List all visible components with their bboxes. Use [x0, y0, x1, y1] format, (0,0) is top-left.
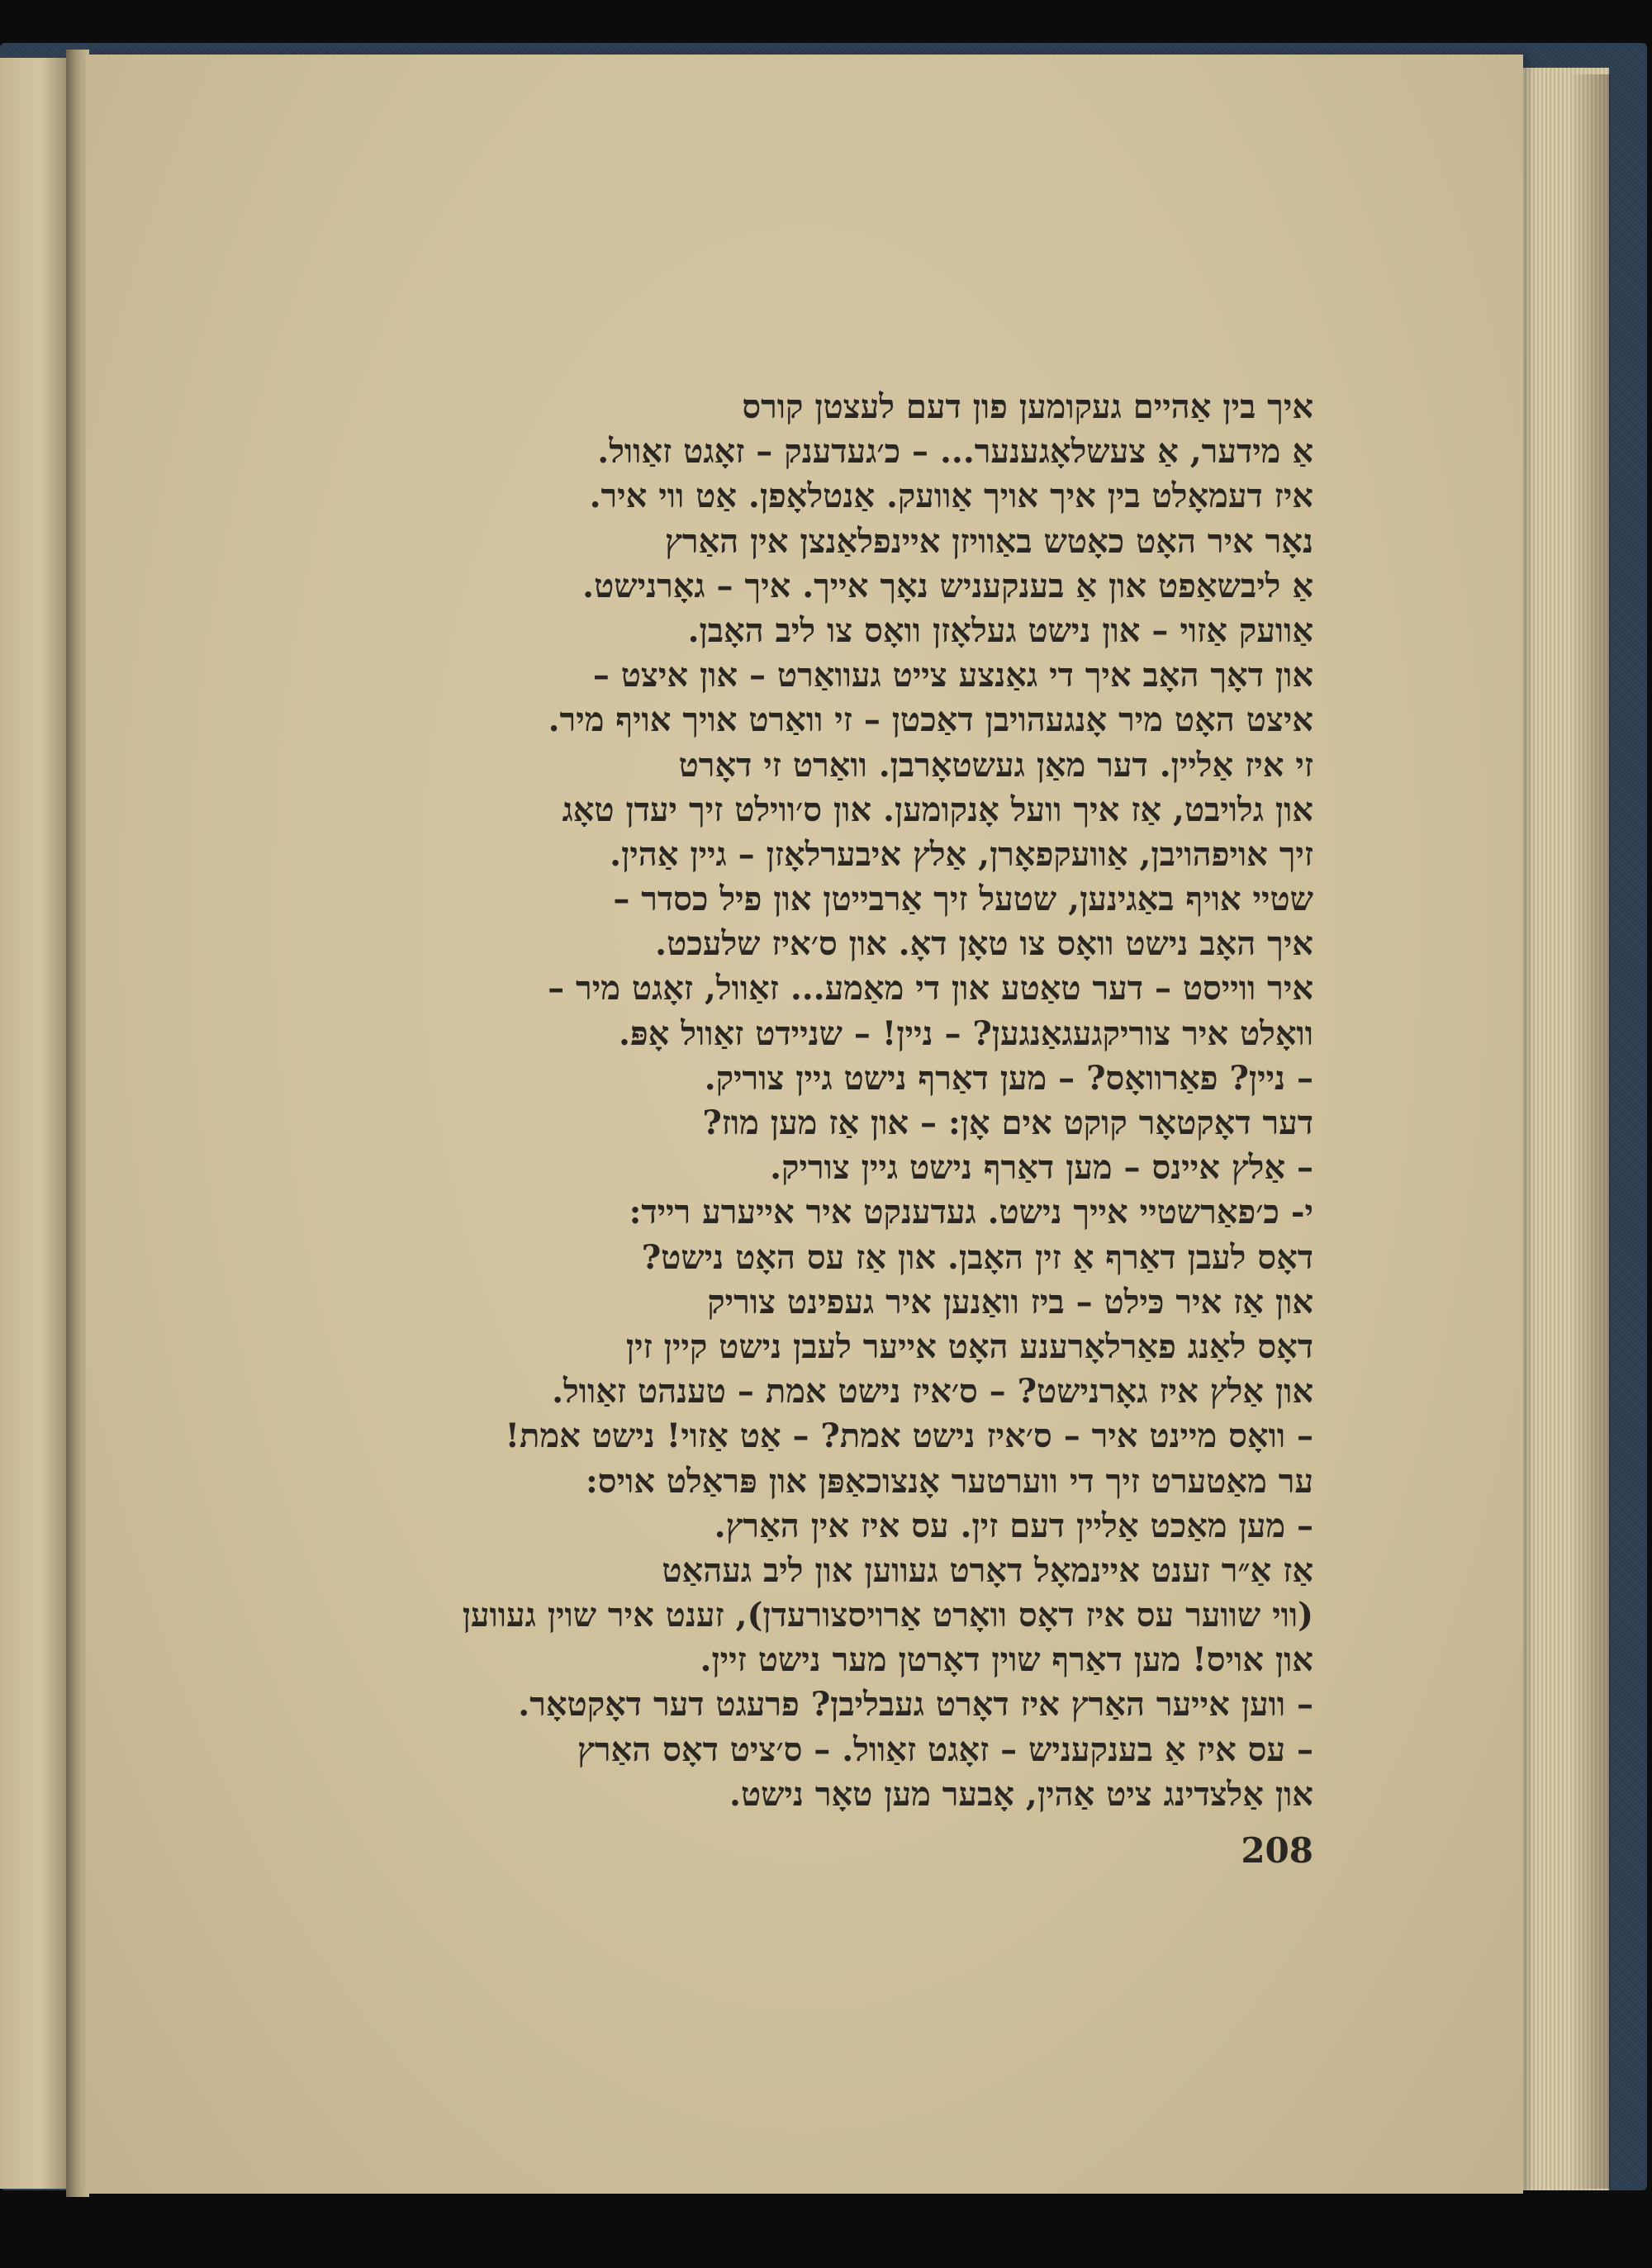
text-line: – מען מאַכט אַליין דעם זין. עס איז אין האַרץ.	[714, 1506, 1313, 1545]
text-line: – וואָס מיינט איר – ס׳איז נישט אמת? – אַט אַזוי! נישט אמת!	[505, 1416, 1313, 1456]
page-edge-shadow	[1569, 74, 1611, 2189]
text-line: איז דעמאָלט בין איך אויך אַוועק. אַנטלאָפן. אַט ווי איר.	[589, 477, 1313, 516]
text-line: און אַז איר כּילט – ביז וואַנען איר געפינט צוריק	[707, 1282, 1313, 1321]
text-line: (ווי שווער עס איז דאָס וואָרט אַרויסצורעדן), זענט איר שוין געווען	[462, 1596, 1313, 1635]
text-line: שטיי אויף באַגינען, שטעל זיך אַרבייטן און פיל כסדר –	[613, 880, 1313, 919]
text-line: אַוועק אַזוי – און נישט געלאָזן וואָס צו ליב האָבן.	[687, 610, 1313, 650]
text-line: אַ מידער, אַ צעשלאָגענער... – כ׳געדענק – זאָגט זאַוול.	[597, 432, 1313, 472]
text-line: איך האָב נישט וואָס צו טאָן דאָ. און ס׳איז שלעכט.	[655, 924, 1313, 964]
page-number: 208	[1241, 1830, 1313, 1871]
book-page	[86, 55, 1523, 2194]
text-line: אַ ליבשאַפט און אַ בענקעניש נאָך אייך. איך – גאָרנישט.	[582, 566, 1313, 605]
text-line: און דאָך האָב איך די גאַנצע צייט געוואַרט – און איצט –	[592, 656, 1313, 695]
text-line: אַז אַ״ר זענט איינמאָל דאָרט געווען און ליב געהאַט	[662, 1550, 1313, 1590]
text-line: – ווען אייער האַרץ איז דאָרט געבליבן? פרעגט דער דאָקטאָר.	[518, 1685, 1313, 1725]
page-text	[358, 385, 1313, 1817]
text-line: – ניין? פאַרוואָס? – מען דאַרף נישט גיין צוריק.	[704, 1058, 1313, 1098]
text-line: דאָס לאַנג פאַרלאָרענע האָט אייער לעבן נישט קיין זין	[625, 1326, 1313, 1366]
text-line: ער מאַטערט זיך די ווערטער אָנצוכאַפּן און פּראַלט אויס:	[586, 1461, 1313, 1501]
text-line: נאָר איר האָט כאָטש באַוויזן איינפלאַנצן אין האַרץ	[665, 521, 1313, 561]
left-page-edge	[0, 58, 68, 2189]
text-line: י- כ׳פאַרשטיי אייך נישט. געדענקט איר אייערע רייד:	[629, 1193, 1313, 1232]
text-line: און אַלצדינג ציט אַהין, אָבער מען טאָר נישט.	[729, 1774, 1313, 1814]
text-line: און אַלץ איז גאָרנישט? – ס׳איז נישט אמת – טענהט זאַוול.	[552, 1372, 1313, 1412]
text-line: און אויס! מען דאַרף שוין דאָרטן מער נישט זיין.	[700, 1640, 1313, 1680]
text-line: דאָס לעבן דאַרף אַ זין האָבן. און אַז עס האָט נישט?	[641, 1237, 1313, 1277]
text-line: דער דאָקטאָר קוקט אים אָן: – און אַז מען מוז?	[702, 1103, 1313, 1142]
text-line: זי איז אַליין. דער מאַן געשטאָרבן. וואַרט זי דאָרט	[678, 745, 1313, 785]
text-line: – עס איז אַ בענקעניש – זאָגט זאַוול. – ס׳ציט דאָס האַרץ	[577, 1729, 1313, 1769]
text-line: זיך אויפהויבן, אַוועקפאָרן, אַלץ איבערלאָזן – גיין אַהין.	[610, 834, 1313, 874]
text-line: – אַלץ איינס – מען דאַרף נישט גיין צוריק.	[770, 1148, 1313, 1188]
text-line: וואָלט איר צוריקגעגאַנגען? – ניין! – שניידט זאַוול אָפּ.	[618, 1013, 1313, 1053]
text-line: און גלויבט, אַז איך וועל אָנקומען. און ס׳ווילט זיך יעדן טאָג	[562, 790, 1313, 829]
text-line: איצט האָט מיר אָנגעהויבן דאַכטן – זי וואַרט אויך אויף מיר.	[548, 700, 1313, 740]
text-line: איך בין אַהיים געקומען פון דעם לעצטן קורס	[742, 387, 1313, 426]
text-line: איר ווייסט – דער טאַטע און די מאַמע... זאַוול, זאָגט מיר –	[548, 969, 1313, 1008]
